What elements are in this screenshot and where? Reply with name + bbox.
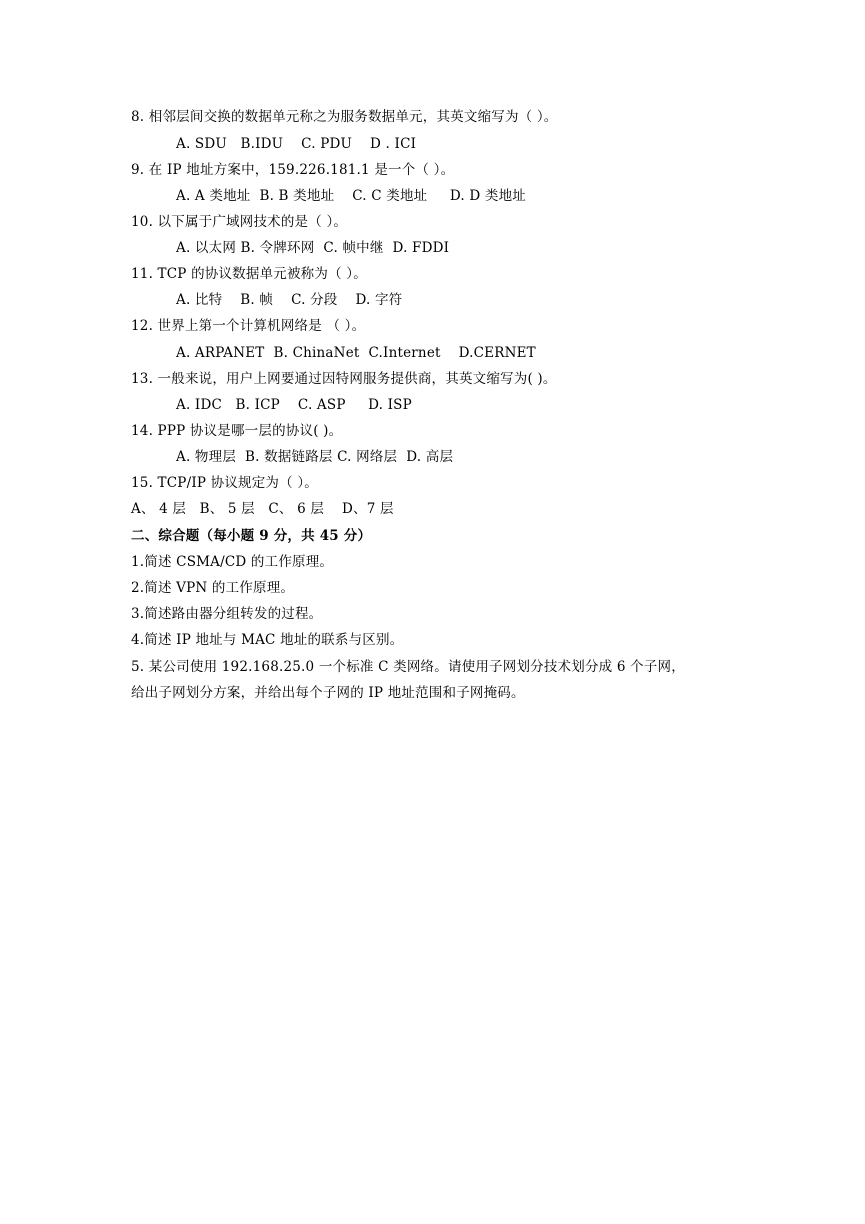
question-8-options: A. SDU B.IDU C. PDU D . ICI	[176, 136, 417, 152]
essay-item-2: 2.简述 VPN 的工作原理。	[131, 580, 295, 596]
question-14-stem: 14. PPP 协议是哪一层的协议( )。	[131, 423, 343, 439]
question-15-stem: 15. TCP/IP 协议规定为（ ）。	[131, 475, 318, 491]
question-8-stem: 8. 相邻层间交换的数据单元称之为服务数据单元，其英文缩写为（ ）。	[131, 109, 558, 125]
essay-item-5-line-2: 给出子网划分方案，并给出每个子网的 IP 地址范围和子网掩码。	[131, 685, 525, 701]
question-13-options: A. IDC B. ICP C. ASP D. ISP	[176, 397, 412, 413]
question-14-options: A. 物理层 B. 数据链路层 C. 网络层 D. 高层	[176, 449, 454, 465]
section-heading: 二、综合题（每小题 9 分，共 45 分）	[131, 528, 372, 544]
question-11-stem: 11. TCP 的协议数据单元被称为（ ）。	[131, 266, 367, 282]
question-15-options: A、 4 层 B、 5 层 C、 6 层 D、7 层	[131, 501, 394, 517]
essay-item-4: 4.简述 IP 地址与 MAC 地址的联系与区别。	[131, 632, 404, 648]
question-10-stem: 10. 以下属于广域网技术的是（ ）。	[131, 214, 348, 230]
question-11-options: A. 比特 B. 帧 C. 分段 D. 字符	[176, 292, 403, 308]
question-9-stem: 9. 在 IP 地址方案中，159.226.181.1 是一个（ ）。	[131, 162, 455, 178]
question-9-options: A. A 类地址 B. B 类地址 C. C 类地址 D. D 类地址	[176, 188, 526, 204]
essay-item-1: 1.简述 CSMA/CD 的工作原理。	[131, 554, 334, 570]
essay-item-5-line-1: 5. 某公司使用 192.168.25.0 一个标准 C 类网络。请使用子网划分技术划分成 6 个子网，	[131, 659, 685, 675]
essay-item-3: 3.简述路由器分组转发的过程。	[131, 606, 323, 622]
question-10-options: A. 以太网 B. 令牌环网 C. 帧中继 D. FDDI	[176, 240, 450, 256]
question-12-options: A. ARPANET B. ChinaNet C.Internet D.CERNET	[176, 345, 536, 361]
question-13-stem: 13. 一般来说，用户上网要通过因特网服务提供商，其英文缩写为( )。	[131, 371, 557, 387]
question-12-stem: 12. 世界上第一个计算机网络是 （ ）。	[131, 318, 366, 334]
